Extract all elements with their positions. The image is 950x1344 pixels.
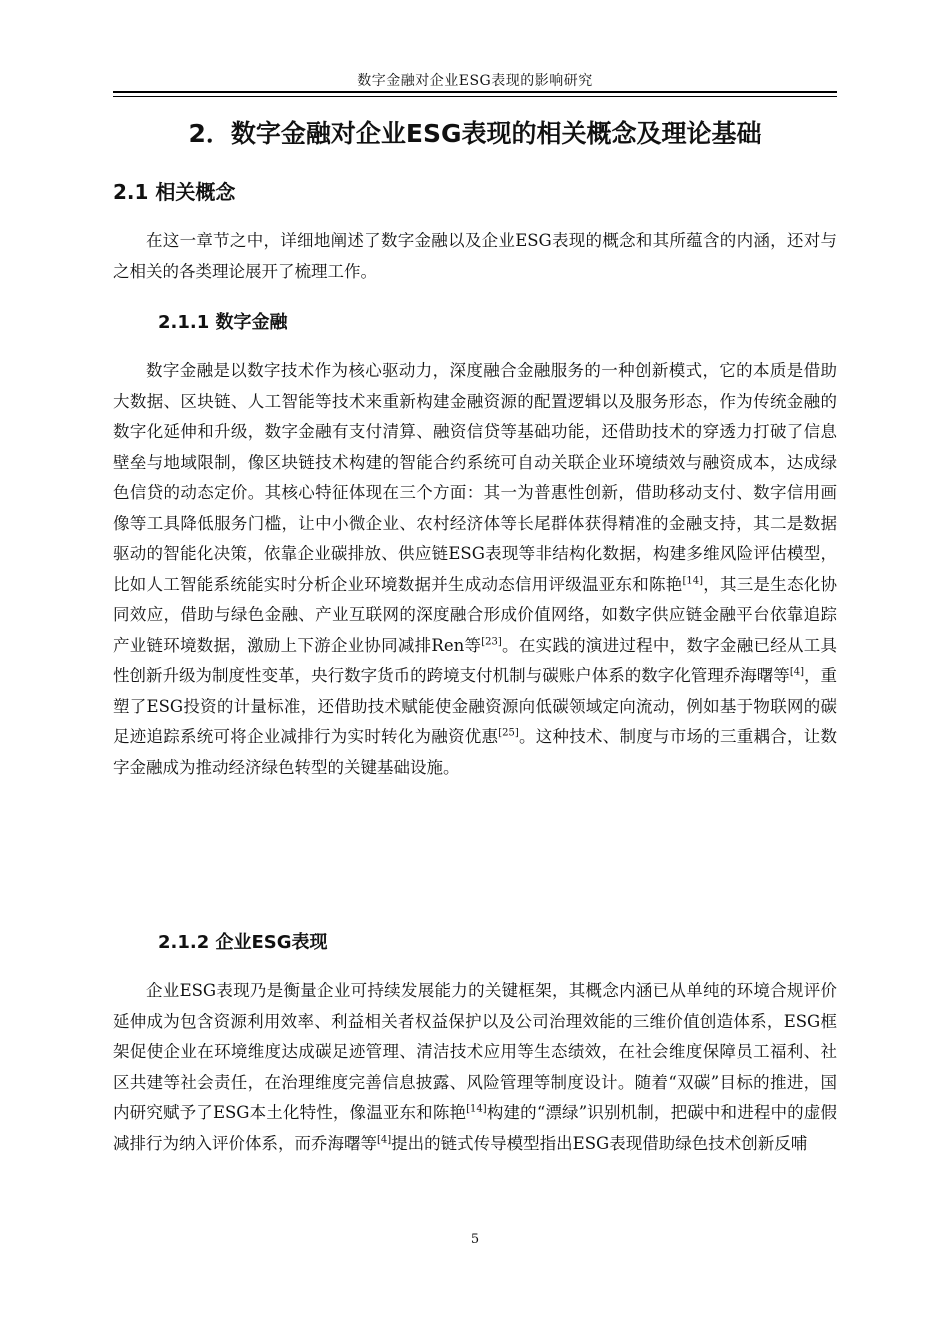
- citation-ref: [23]: [481, 636, 502, 647]
- citation-ref: [4]: [789, 666, 804, 678]
- citation-ref: [14]: [466, 1103, 487, 1115]
- header-rule-thick: [113, 91, 837, 93]
- citation-ref: [25]: [498, 727, 519, 739]
- paragraph-text: 。在实践的演进过程中，数字金融已经从工具性创新升级为制度性变革，央行数字货币的跨境支付机制与碳账户体系的数字化管理乔海曙等: [113, 635, 837, 685]
- citation-ref: [14]: [682, 575, 704, 586]
- chapter-title: 2．数字金融对企业ESG表现的相关概念及理论基础: [188, 119, 762, 148]
- digital-finance-paragraph: [113, 356, 837, 783]
- paragraph-text: 企业ESG表现乃是衡量企业可持续发展能力的关键框架，其概念内涵已从单纯的环境合规评价延伸成为包含资源利用效率、利益相关者权益保护以及公司治理效能的三维价值创造体系，ESG框架促使企业在环境维度达成碳足迹管理、清洁技术应用等生态绩效，在社会维度保障员工福利、社区共建等社会责任，在治理维度完善信息披露、风险管理等制度设计。随着“双碳”目标的推进，国内研究赋予了ESG本土化特性，像温亚东和陈艳: [113, 981, 837, 1122]
- running-header: 数字金融对企业ESG表现的影响研究: [357, 73, 593, 89]
- header-rule-thin: [113, 96, 837, 97]
- section-2-1-intro-paragraph: 在这一章节之中，详细地阐述了数字金融以及企业ESG表现的概念和其所蕴含的内涵，还对与之相关的各类理论展开了梳理工作。: [113, 231, 837, 281]
- paragraph-text: 提出的链式传导模型指出ESG表现借助绿色技术创新反哺: [391, 1133, 808, 1153]
- paragraph-text: ，重塑了ESG投资的计量标准，还借助技术赋能使金融资源向低碳领域定向流动，例如基于物联网的碳足迹追踪系统可将企业减排行为实时转化为融资优惠: [113, 666, 838, 746]
- paragraph-text: 数字金融是以数字技术作为核心驱动力，深度融合金融服务的一种创新模式，它的本质是借助大数据、区块链、人工智能等技术来重新构建金融资源的配置逻辑以及服务形态，作为传统金融的数字化延伸和升级，数字金融有支付清算、融资信贷等基础功能，还借助技术的穿透力打破了信息壁垒与地域限制，像区块链技术构建的智能合约系统可自动关联企业环境绩效与融资成本，达成绿色信贷的动态定价。其核心特征体现在三个方面：其一为普惠性创新，借助移动支付、数字信用画像等工具降低服务门槛，让中小微企业、农村经济体等长尾群体获得精准的金融支持，其二是数据驱动的智能化决策，依靠企业碳排放、供应链ESG表现等非结构化数据，构建多维风险评估模型，比如人工智能系统能实时分析企业环境数据并生成动态信用评级温亚东和陈艳: [113, 361, 837, 594]
- page-number: 5: [470, 1232, 480, 1247]
- citation-ref: [4]: [377, 1134, 392, 1145]
- section-heading-2-1-2: 2.1.2 企业ESG表现: [158, 932, 328, 953]
- section-heading-2-1-1: 2.1.1 数字金融: [158, 312, 288, 333]
- esg-performance-paragraph: [113, 976, 837, 1159]
- section-heading-2-1: 2.1 相关概念: [113, 180, 236, 204]
- paragraph-text: 构建的“漂绿”识别机制，把碳中和进程中的虚假减排行为纳入评价体系，而乔海曙等: [113, 1103, 837, 1153]
- paragraph-text: ，其三是生态化协同效应，借助与绿色金融、产业互联网的深度融合形成价值网络，如数字供应链金融平台依靠追踪产业链环境数据，激励上下游企业协同减排Ren等: [113, 574, 838, 655]
- paragraph-text: 。这种技术、制度与市场的三重耦合，让数字金融成为推动经济绿色转型的关键基础设施。: [113, 727, 838, 777]
